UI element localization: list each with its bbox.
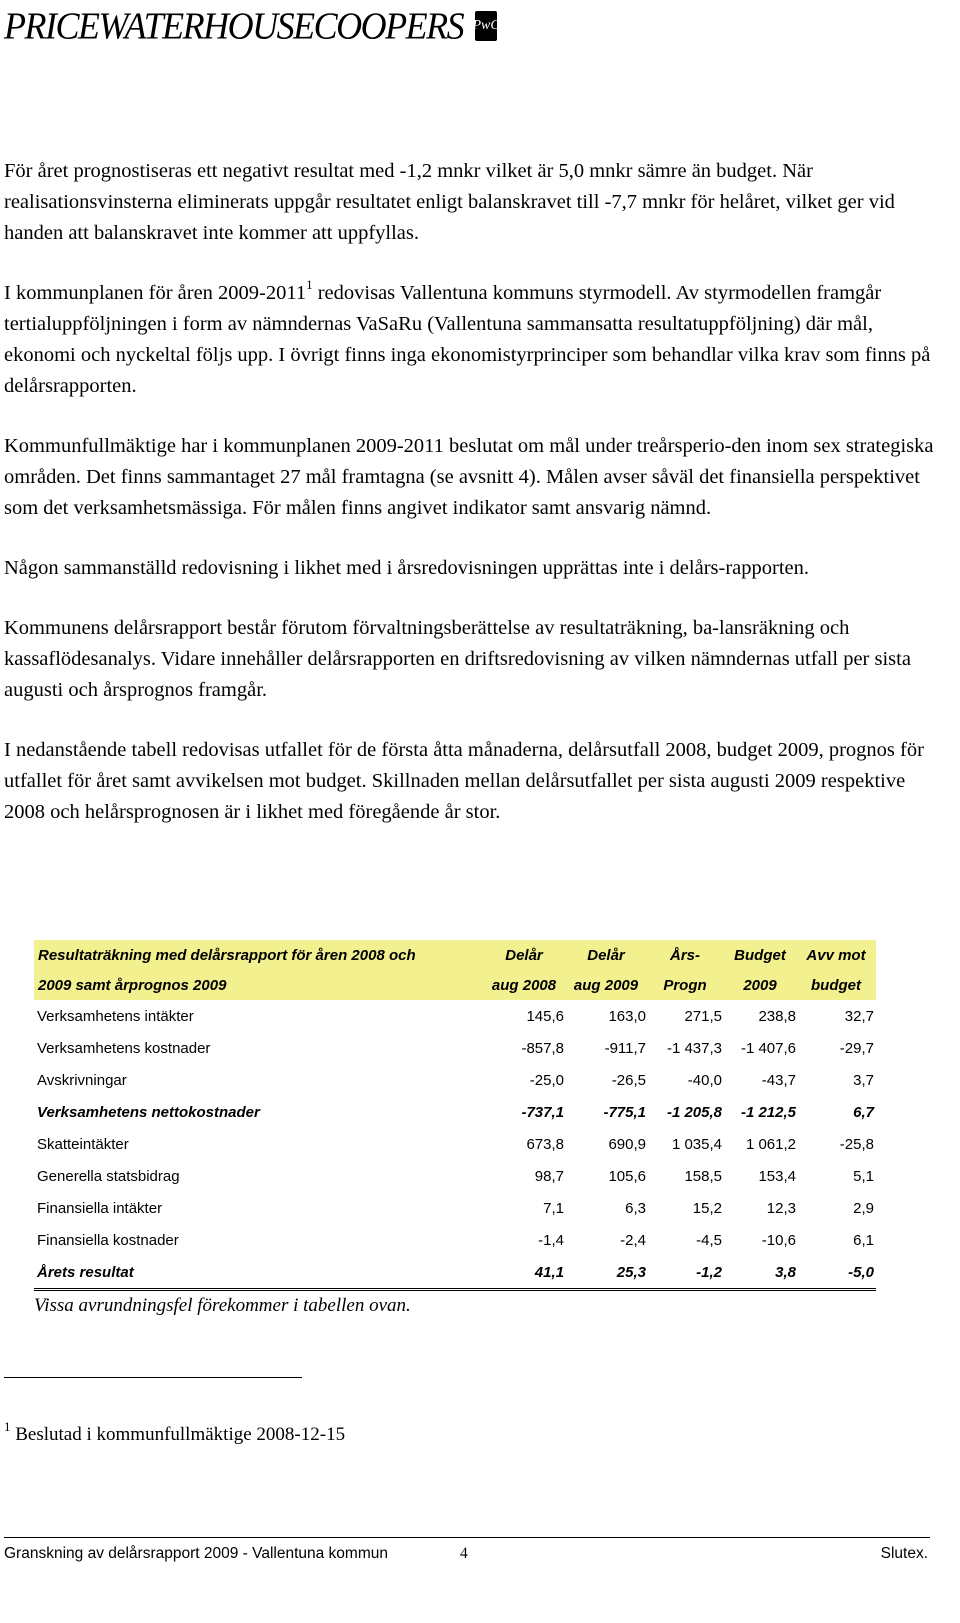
- row-label: Generella statsbidrag: [37, 1167, 180, 1185]
- table-cell: -4,5: [696, 1231, 722, 1249]
- table-cell: -2,4: [620, 1231, 646, 1249]
- column-header: Års-: [648, 940, 724, 970]
- page-number: 4: [460, 1545, 468, 1562]
- table-cell: -40,0: [687, 1071, 722, 1089]
- footer-status: Slutex.: [880, 1545, 928, 1562]
- row-label: Finansiella kostnader: [37, 1231, 179, 1249]
- table-cell: -43,7: [761, 1071, 796, 1089]
- table-cell: 1 061,2: [745, 1135, 796, 1153]
- column-header: Budget: [724, 940, 798, 970]
- table-cell: 12,3: [766, 1199, 796, 1217]
- table-cell: -775,1: [603, 1103, 646, 1121]
- column-header: Avv mot: [798, 940, 876, 970]
- table-row: [34, 1032, 876, 1064]
- table-cell: -1 205,8: [666, 1103, 722, 1121]
- table-row: [34, 1224, 876, 1256]
- table-cell: 32,7: [844, 1007, 874, 1025]
- table-cell: 5,1: [853, 1167, 874, 1185]
- column-header: aug 2008: [484, 970, 566, 1000]
- table-cell: 2,9: [853, 1199, 874, 1217]
- table-cell: -26,5: [611, 1071, 646, 1089]
- table-cell: 6,3: [625, 1199, 646, 1217]
- table-cell: -10,6: [761, 1231, 796, 1249]
- logo-seal-icon: PwC: [475, 11, 497, 41]
- row-label: Årets resultat: [34, 1256, 484, 1290]
- paragraph-4: Någon sammanställd redovisning i likhet med i årsredovisningen upprättas inte i delårs-rapporten.: [4, 557, 809, 579]
- table-cell: 690,9: [608, 1135, 646, 1153]
- table-cell: 163,0: [608, 1007, 646, 1025]
- table-cell: -737,1: [521, 1103, 564, 1121]
- column-header: Delår: [484, 940, 566, 970]
- table-cell: 98,7: [534, 1167, 564, 1185]
- table-cell: -5,0: [798, 1256, 876, 1290]
- table-cell: 153,4: [758, 1167, 796, 1185]
- table-cell: -1 437,3: [666, 1039, 722, 1057]
- table-cell: -911,7: [604, 1039, 646, 1057]
- table-row: [34, 1192, 876, 1224]
- table-cell: 25,3: [566, 1256, 648, 1290]
- table-cell: -25,8: [839, 1135, 874, 1153]
- table-cell: 1 035,4: [671, 1135, 722, 1153]
- logo-wordmark: PRICEWATERHOUSECOOPERS: [4, 5, 464, 48]
- table-cell: 3,8: [724, 1256, 798, 1290]
- table-row: [34, 1128, 876, 1160]
- column-header: budget: [798, 970, 876, 1000]
- company-logo: [4, 2, 500, 50]
- table-cell: -857,8: [521, 1039, 564, 1057]
- table-row-total: [34, 1256, 876, 1290]
- table-cell: 238,8: [758, 1007, 796, 1025]
- footnote-reference: 1: [306, 277, 313, 293]
- footnote: [4, 1418, 346, 1446]
- paragraph-2-start: I kommunplanen för åren 2009-2011: [4, 282, 307, 304]
- column-header: Delår: [566, 940, 648, 970]
- paragraph-1: För året prognostiseras ett negativt resultat med -1,2 mnkr vilket är 5,0 mnkr sämre än budget. När realisationsvinsterna eliminerats uppgår resultatet enligt balanskravet till -7,7 mnkr för helåret, vilket ger vid handen att balanskravet inte kommer att uppfyllas.: [4, 160, 895, 244]
- row-label: Avskrivningar: [37, 1071, 127, 1089]
- table-cell: -29,7: [839, 1039, 874, 1057]
- table-cell: 7,1: [543, 1199, 564, 1217]
- footer-divider: [4, 1537, 930, 1538]
- table-subtitle: 2009 samt årprognos 2009: [34, 970, 484, 1000]
- table-header-row: [34, 940, 876, 970]
- table-cell: 271,5: [684, 1007, 722, 1025]
- table-note: Vissa avrundningsfel förekommer i tabellen ovan.: [34, 1295, 411, 1316]
- row-label: Verksamhetens intäkter: [37, 1007, 194, 1025]
- row-label: Verksamhetens nettokostnader: [37, 1103, 260, 1121]
- table-cell: 105,6: [608, 1167, 646, 1185]
- column-header: aug 2009: [566, 970, 648, 1000]
- row-label: Skatteintäkter: [37, 1135, 129, 1153]
- table-cell: 3,7: [853, 1071, 874, 1089]
- footnote-text: Beslutad i kommunfullmäktige 2008-12-15: [10, 1424, 346, 1445]
- table-cell: 15,2: [692, 1199, 722, 1217]
- table-header-row: [34, 970, 876, 1000]
- footnote-marker: 1: [4, 1418, 11, 1434]
- table-cell: -25,0: [529, 1071, 564, 1089]
- table-row: [34, 1160, 876, 1192]
- table-cell: -1,2: [648, 1256, 724, 1290]
- paragraph-2: [4, 278, 934, 402]
- income-statement-table: [34, 940, 876, 1317]
- paragraph-2-rest: redovisas Vallentuna kommuns styrmodell. Av styrmodellen framgår tertialuppföljningen i form av nämndernas VaSaRu (Vallentuna sammansatta resultatuppföljning) där mål, ekonomi och nyckeltal följs upp. I övrigt finns inga ekonomistyrprinciper som behandlar vilka krav som finns på delårsrapporten.: [4, 282, 931, 397]
- table-cell: -1,4: [538, 1231, 564, 1249]
- row-label: Verksamhetens kostnader: [37, 1039, 211, 1057]
- table-row-subtotal: [34, 1096, 876, 1128]
- paragraph-3: Kommunfullmäktige har i kommunplanen 2009-2011 beslutat om mål under treårsperio-den inom sex strategiska områden. Det finns sammantaget 27 mål framtagna (se avsnitt 4). Målen avser såväl det finansiella perspektivet som det verksamhetsmässiga. För målen finns angivet indikator samt ansvarig nämnd.: [4, 435, 934, 519]
- column-header: Progn: [648, 970, 724, 1000]
- table-cell: 145,6: [526, 1007, 564, 1025]
- table-cell: -1 212,5: [740, 1103, 796, 1121]
- paragraph-5: Kommunens delårsrapport består förutom förvaltningsberättelse av resultaträkning, ba-lansräkning och kassaflödesanalys. Vidare innehåller delårsrapporten en driftsredovisning av vilken nämndernas utfall per sista augusti och årsprognos framgår.: [4, 617, 911, 701]
- table-row: [34, 1000, 876, 1032]
- table-cell: 41,1: [484, 1256, 566, 1290]
- body-text: [4, 156, 934, 857]
- table-cell: -1 407,6: [740, 1039, 796, 1057]
- column-header: 2009: [724, 970, 798, 1000]
- table-cell: 158,5: [684, 1167, 722, 1185]
- paragraph-6: I nedanstående tabell redovisas utfallet för de första åtta månaderna, delårsutfall 2008, budget 2009, prognos för utfallet för året samt avvikelsen mot budget. Skillnaden mellan delårsutfallet per sista augusti 2009 respektive 2008 och helårsprognosen är i likhet med föregående år stor.: [4, 739, 924, 823]
- table-cell: 6,1: [853, 1231, 874, 1249]
- table-cell: 6,7: [853, 1103, 874, 1121]
- footnote-divider: [4, 1377, 302, 1378]
- table-title: Resultaträkning med delårsrapport för åren 2008 och: [34, 940, 484, 970]
- footer-document-title: Granskning av delårsrapport 2009 - Vallentuna kommun: [4, 1545, 388, 1562]
- table-cell: 673,8: [526, 1135, 564, 1153]
- row-label: Finansiella intäkter: [37, 1199, 163, 1217]
- table-row: [34, 1064, 876, 1096]
